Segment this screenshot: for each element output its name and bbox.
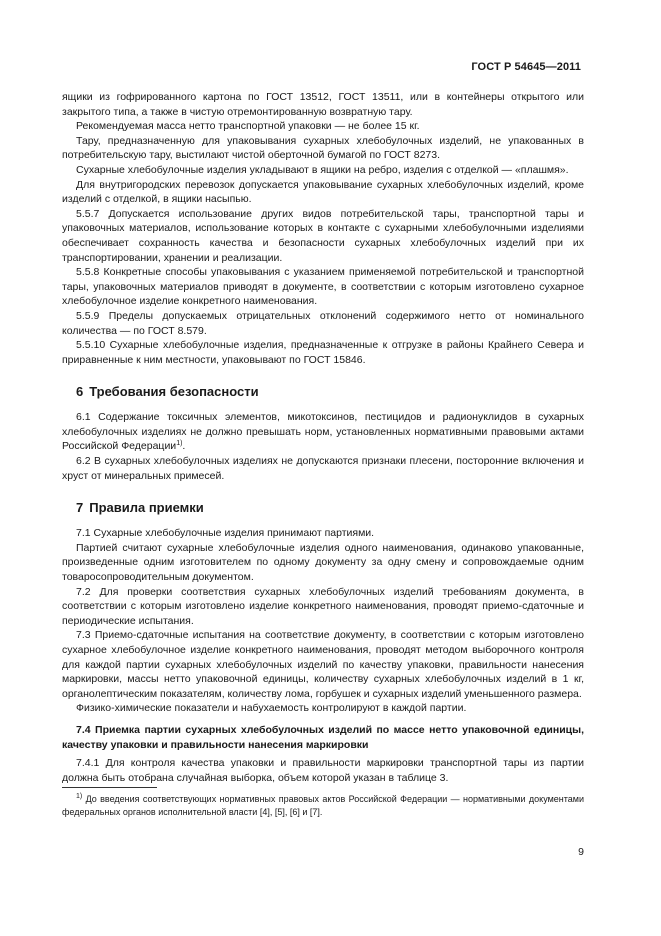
paragraph-stacking: Сухарные хлебобулочные изделия укладывают в ящики на ребро, изделия с отделкой — «плашмя». [76,163,569,176]
clause-6-1 [62,410,584,454]
clause-7-3: 7.3 Приемо-сдаточные испытания на соответствие документу, в соответствии с которым изготовлено сухарное хлебобулочное изделие конкретного наименования, проводят методом выборочного контроля для каждой партии сухарных хлебобулочных изделий по качеству упаковки, правильности нанесения маркировки, массы нетто упаковочной единицы, количеству сухарных хлебобулочных изделий в 1 кг, органолептическим показателям, количеству лома, горбушек и сухарных изделий уменьшенного размера. [62,629,584,700]
paragraph-batch-definition: Партией считают сухарные хлебобулочные изделия одного наименования, одинаково упакованные, произведенные одним изготовителем по одному документу за одну смену и сопровождаемые одним товаросопроводительным документом. [62,541,584,584]
clause-5-5-8: 5.5.8 Конкретные способы упаковывания с указанием применяемой потребительской и транспортной тары, упаковочных материалов приводят в документе, в соответствии с которым изготовлено сухарное хлебобулочное изделие конкретного наименования. [62,266,584,308]
document-id: ГОСТ Р 54645—2011 [471,61,581,73]
paragraph-packaging-boxes: ящики из гофрированного картона по ГОСТ 13512, ГОСТ 13511, или в контейнеры открытого или закрытого типа, а также в чистую отремонтированную возвратную тару. [62,91,584,118]
section-6-number: 6 [76,384,84,400]
footnote-divider [62,787,157,788]
page-number: 9 [578,846,584,858]
clause-6-2: 6.2 В сухарных хлебобулочных изделиях не допускаются признаки плесени, посторонние включения и хруст от минеральных примесей. [62,455,584,482]
footnote [62,793,584,818]
clause-7-4-heading: 7.4 Приемка партии сухарных хлебобулочных изделий по массе нетто упаковочной единицы, качеству упаковки и правильности нанесения маркировки [62,723,584,751]
section-7-heading [76,500,584,516]
paragraph-city-transport: Для внутригородских перевозок допускается упаковывание сухарных хлебобулочных изделий, кроме изделий с отделкой, в ящики насыпью. [62,178,584,206]
footnote-text: До введения соответствующих нормативных правовых актов Российской Федерации — нормативными документами федеральных органов исполнительной власти [4], [5], [6] и [7]. [62,794,584,817]
section-7-number: 7 [76,500,84,516]
paragraph-net-mass: Рекомендуемая масса нетто транспортной упаковки — не более 15 кг. [76,120,420,133]
paragraph-physicochemical: Физико-химические показатели и набухаемость контролируют в каждой партии. [76,702,467,715]
clause-7-1: 7.1 Сухарные хлебобулочные изделия принимают партиями. [76,527,375,540]
clause-7-2: 7.2 Для проверки соответствия сухарных хлебобулочных изделий требованиям документа, в соответствии с которым изготовлено изделие конкретного наименования, проводят приемо-сдаточные и периодические испытания. [62,585,584,627]
paragraph-wrapping-paper: Тару, предназначенную для упаковывания сухарных хлебобулочных изделий, не упакованных в потребительскую тару, выстилают чистой оберточной бумагой по ГОСТ 8273. [62,134,584,162]
footnote-mark: 1) [76,793,83,800]
section-7-title: Правила приемки [89,500,204,516]
section-6-title: Требования безопасности [89,384,259,400]
clause-5-5-9: 5.5.9 Пределы допускаемых отрицательных отклонений содержимого нетто от номинального количества — по ГОСТ 8.579. [62,309,584,337]
clause-6-1-text: 6.1 Содержание токсичных элементов, микотоксинов, пестицидов и радионуклидов в сухарных хлебобулочных изделиях не должно превышать норм, установленных нормативными правовыми актами Российской Федерации [62,411,584,453]
footnote-reference: 1) [176,440,183,448]
clause-6-1-end: . [182,440,186,453]
clause-7-4-1: 7.4.1 Для контроля качества упаковки и правильности маркировки транспортной тары из партии должна быть отобрана случайная выборка, объем которой указан в таблице 3. [62,757,584,784]
clause-5-5-7: 5.5.7 Допускается использование других видов потребительской тары, транспортной тары и упаковочных материалов, использование которых в контакте с сухарными хлебобулочными изделиями обеспечивает сохранность качества и безопасности сухарных хлебобулочных изделий при их транспортировании, хранении и реализации. [62,207,584,264]
page-content [62,90,584,785]
clause-5-5-10: 5.5.10 Сухарные хлебобулочные изделия, предназначенные к отгрузке в районы Крайнего Севера и приравненные к ним местности, упаковывают по ГОСТ 15846. [62,339,584,366]
section-6-heading [76,384,584,400]
